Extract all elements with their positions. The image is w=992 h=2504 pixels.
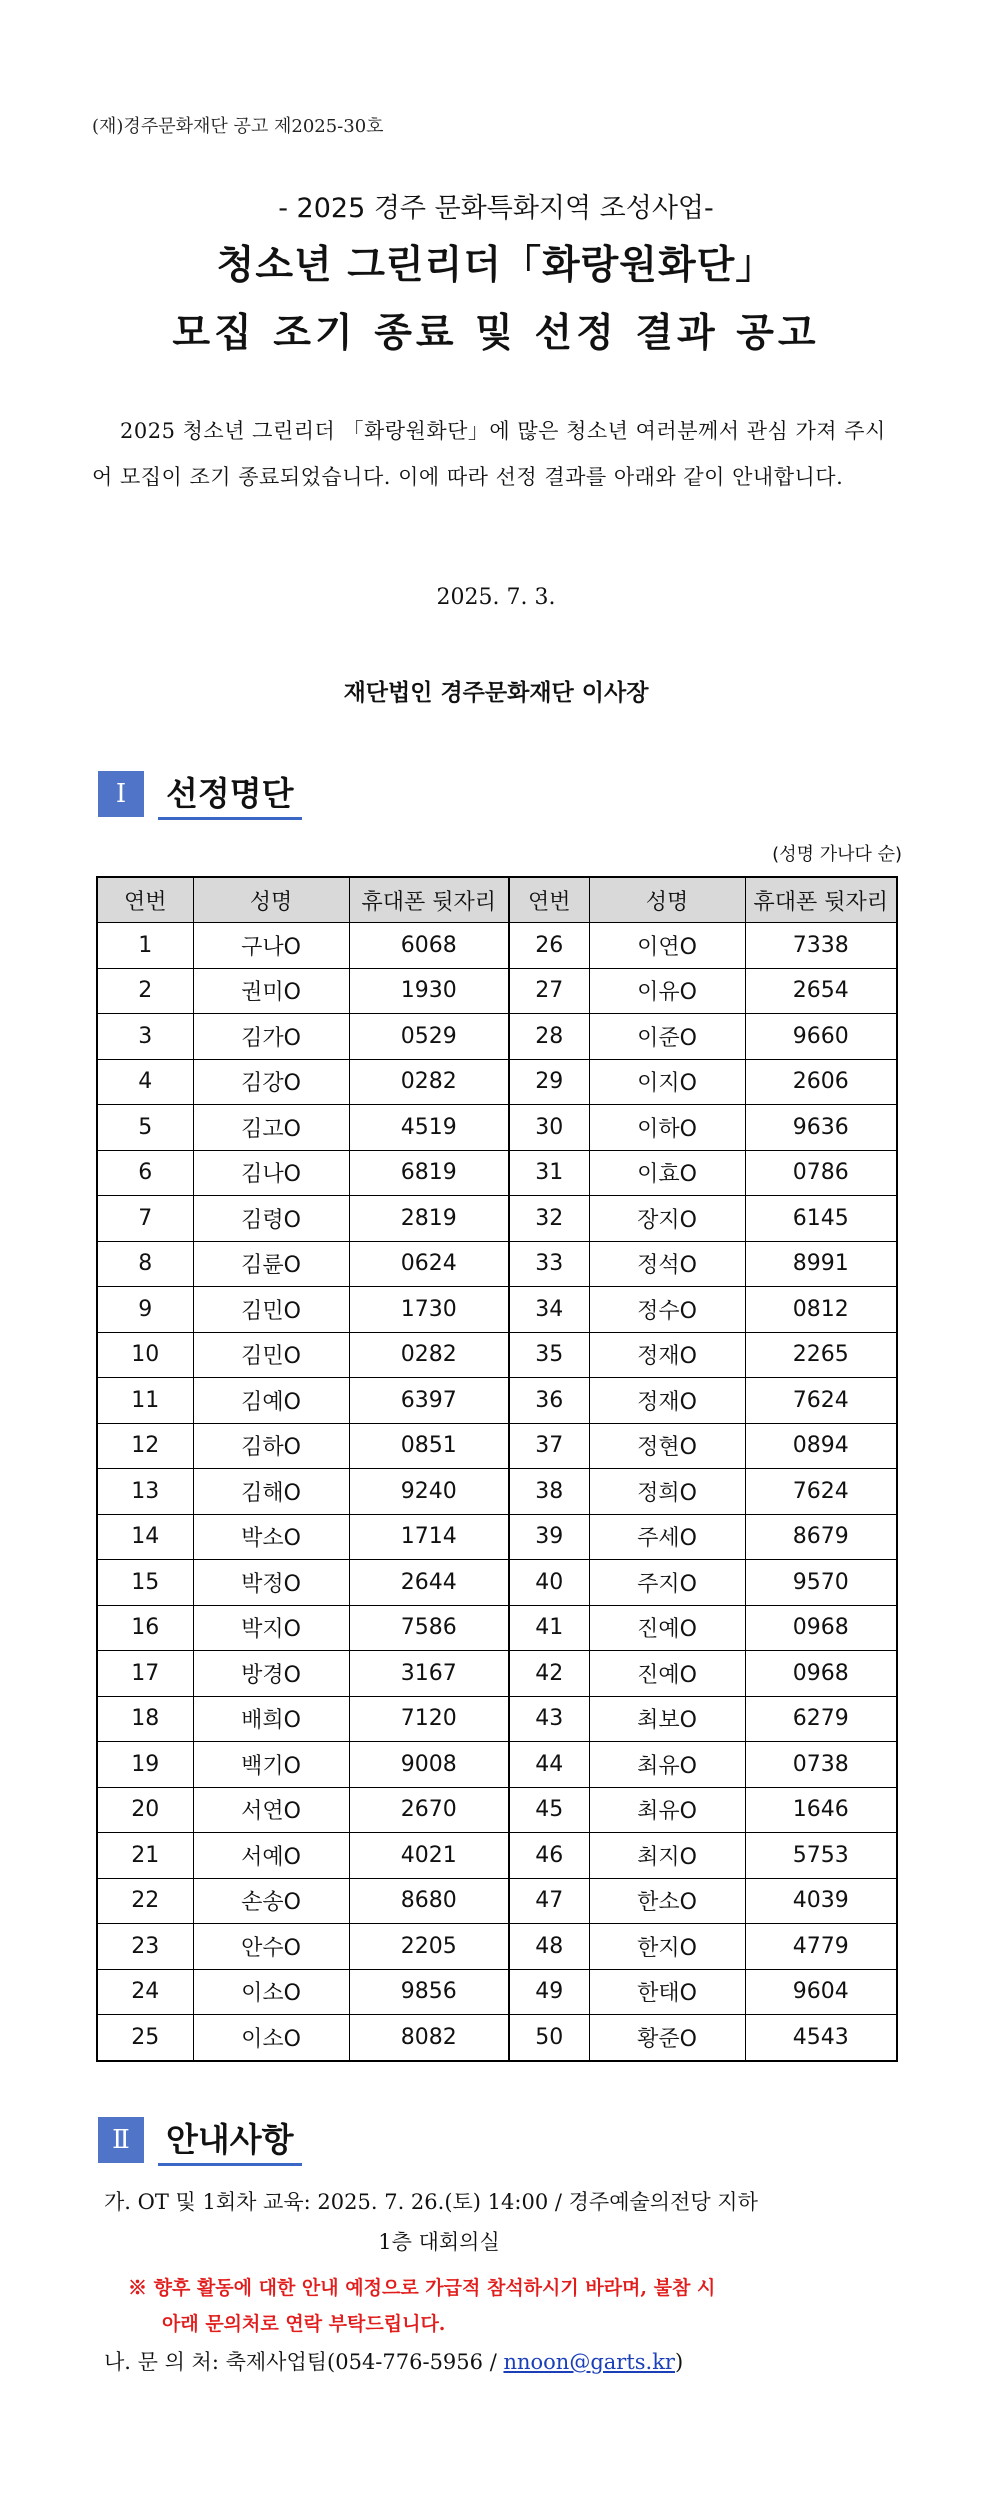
phone-digits-cell: 9636 xyxy=(745,1105,897,1151)
table-row xyxy=(97,1241,897,1287)
phone-digits-cell: 0786 xyxy=(745,1150,897,1196)
phone-digits-cell: 6068 xyxy=(349,923,509,969)
row-number: 28 xyxy=(509,1014,589,1060)
section-1-title: 선정명단 xyxy=(158,768,302,820)
phone-digits-cell: 3167 xyxy=(349,1651,509,1697)
name-cell: 이준O xyxy=(589,1014,745,1060)
phone-digits-cell: 6397 xyxy=(349,1378,509,1424)
name-cell: 정희O xyxy=(589,1469,745,1515)
row-number: 13 xyxy=(97,1469,193,1515)
name-cell: 서예O xyxy=(193,1833,349,1879)
table-row xyxy=(97,1696,897,1742)
name-cell: 진예O xyxy=(589,1605,745,1651)
name-cell: 김하O xyxy=(193,1423,349,1469)
name-cell: 주지O xyxy=(589,1560,745,1606)
name-cell: 김나O xyxy=(193,1150,349,1196)
table-row xyxy=(97,1469,897,1515)
row-number: 25 xyxy=(97,2015,193,2061)
name-cell: 이연O xyxy=(589,923,745,969)
phone-digits-cell: 8991 xyxy=(745,1241,897,1287)
row-number: 16 xyxy=(97,1605,193,1651)
table-row xyxy=(97,1287,897,1333)
name-cell: 이효O xyxy=(589,1150,745,1196)
row-number: 20 xyxy=(97,1787,193,1833)
info-item-b xyxy=(104,2346,683,2376)
phone-digits-cell: 8679 xyxy=(745,1514,897,1560)
row-number: 6 xyxy=(97,1150,193,1196)
name-cell: 배희O xyxy=(193,1696,349,1742)
table-row xyxy=(97,1514,897,1560)
table-row xyxy=(97,1742,897,1788)
name-cell: 손송O xyxy=(193,1878,349,1924)
phone-digits-cell: 0624 xyxy=(349,1241,509,1287)
name-cell: 정재O xyxy=(589,1332,745,1378)
row-number: 15 xyxy=(97,1560,193,1606)
phone-digits-cell: 0968 xyxy=(745,1605,897,1651)
phone-digits-cell: 1730 xyxy=(349,1287,509,1333)
phone-digits-cell: 7624 xyxy=(745,1378,897,1424)
row-number: 11 xyxy=(97,1378,193,1424)
table-row xyxy=(97,1833,897,1879)
table-row xyxy=(97,1605,897,1651)
row-number: 27 xyxy=(509,968,589,1014)
name-cell: 주세O xyxy=(589,1514,745,1560)
section-1-heading xyxy=(98,768,302,820)
row-number: 1 xyxy=(97,923,193,969)
phone-digits-cell: 6819 xyxy=(349,1150,509,1196)
row-number: 19 xyxy=(97,1742,193,1788)
table-row xyxy=(97,1332,897,1378)
row-number: 8 xyxy=(97,1241,193,1287)
name-cell: 진예O xyxy=(589,1651,745,1697)
row-number: 5 xyxy=(97,1105,193,1151)
row-number: 14 xyxy=(97,1514,193,1560)
row-number: 41 xyxy=(509,1605,589,1651)
phone-digits-cell: 4779 xyxy=(745,1924,897,1970)
row-number: 3 xyxy=(97,1014,193,1060)
name-cell: 한태O xyxy=(589,1969,745,2015)
table-row xyxy=(97,1059,897,1105)
row-number: 43 xyxy=(509,1696,589,1742)
row-number: 35 xyxy=(509,1332,589,1378)
row-number: 44 xyxy=(509,1742,589,1788)
row-number: 34 xyxy=(509,1287,589,1333)
contact-prefix: 나. 문 의 처: 축제사업팀(054-776-5956 / xyxy=(104,2350,504,2374)
row-number: 10 xyxy=(97,1332,193,1378)
name-cell: 장지O xyxy=(589,1196,745,1242)
phone-digits-cell: 4519 xyxy=(349,1105,509,1151)
row-number: 7 xyxy=(97,1196,193,1242)
name-cell: 최유O xyxy=(589,1742,745,1788)
row-number: 17 xyxy=(97,1651,193,1697)
row-number: 2 xyxy=(97,968,193,1014)
phone-digits-cell: 1714 xyxy=(349,1514,509,1560)
row-number: 48 xyxy=(509,1924,589,1970)
phone-digits-cell: 8082 xyxy=(349,2015,509,2061)
phone-digits-cell: 4021 xyxy=(349,1833,509,1879)
phone-digits-cell: 0282 xyxy=(349,1332,509,1378)
name-cell: 이유O xyxy=(589,968,745,1014)
row-number: 45 xyxy=(509,1787,589,1833)
row-number: 36 xyxy=(509,1378,589,1424)
name-cell: 김륜O xyxy=(193,1241,349,1287)
phone-digits-cell: 2644 xyxy=(349,1560,509,1606)
table-row xyxy=(97,1924,897,1970)
name-cell: 박소O xyxy=(193,1514,349,1560)
table-row xyxy=(97,1560,897,1606)
name-cell: 최보O xyxy=(589,1696,745,1742)
order-note: (성명 가나다 순) xyxy=(772,844,902,865)
table-row xyxy=(97,1423,897,1469)
row-number: 46 xyxy=(509,1833,589,1879)
warning-note xyxy=(128,2270,908,2342)
intro-paragraph: 2025 청소년 그린리더 「화랑원화단」에 많은 청소년 여러분께서 관심 가져 주시어 모집이 조기 종료되었습니다. 이에 따라 선정 결과를 아래와 같이 안내합니다. xyxy=(92,419,886,489)
table-row xyxy=(97,923,897,969)
phone-digits-cell: 0894 xyxy=(745,1423,897,1469)
phone-digits-cell: 2819 xyxy=(349,1196,509,1242)
name-cell: 김민O xyxy=(193,1332,349,1378)
column-header: 성명 xyxy=(193,877,349,923)
section-2-number: Ⅱ xyxy=(98,2117,144,2163)
info-item-a-line1: 가. OT 및 1회차 교육: 2025. 7. 26.(토) 14:00 / 경주예술의전당 지하 xyxy=(104,2190,758,2214)
column-header: 성명 xyxy=(589,877,745,923)
subtitle: - 2025 경주 문화특화지역 조성사업- xyxy=(278,193,714,224)
table-row xyxy=(97,1787,897,1833)
name-cell: 정재O xyxy=(589,1378,745,1424)
name-cell: 권미O xyxy=(193,968,349,1014)
row-number: 21 xyxy=(97,1833,193,1879)
row-number: 18 xyxy=(97,1696,193,1742)
table-body xyxy=(97,923,897,2061)
title-line-1: 청소년 그린리더「화랑원화단」 xyxy=(216,243,776,288)
phone-digits-cell: 9240 xyxy=(349,1469,509,1515)
name-cell: 최유O xyxy=(589,1787,745,1833)
phone-digits-cell: 2670 xyxy=(349,1787,509,1833)
row-number: 30 xyxy=(509,1105,589,1151)
name-cell: 황준O xyxy=(589,2015,745,2061)
column-header: 휴대폰 뒷자리 xyxy=(745,877,897,923)
name-cell: 김강O xyxy=(193,1059,349,1105)
name-cell: 김해O xyxy=(193,1469,349,1515)
column-header: 연번 xyxy=(509,877,589,923)
name-cell: 이소O xyxy=(193,2015,349,2061)
name-cell: 안수O xyxy=(193,1924,349,1970)
phone-digits-cell: 0812 xyxy=(745,1287,897,1333)
name-cell: 정현O xyxy=(589,1423,745,1469)
row-number: 24 xyxy=(97,1969,193,2015)
name-cell: 백기O xyxy=(193,1742,349,1788)
phone-digits-cell: 0968 xyxy=(745,1651,897,1697)
phone-digits-cell: 2654 xyxy=(745,968,897,1014)
name-cell: 정석O xyxy=(589,1241,745,1287)
row-number: 33 xyxy=(509,1241,589,1287)
row-number: 31 xyxy=(509,1150,589,1196)
table-row xyxy=(97,1651,897,1697)
table-row xyxy=(97,1969,897,2015)
phone-digits-cell: 5753 xyxy=(745,1833,897,1879)
row-number: 37 xyxy=(509,1423,589,1469)
row-number: 39 xyxy=(509,1514,589,1560)
row-number: 40 xyxy=(509,1560,589,1606)
contact-suffix: ) xyxy=(674,2350,684,2374)
contact-email-link[interactable]: nnoon@garts.kr xyxy=(503,2350,675,2374)
table-row xyxy=(97,1878,897,1924)
phone-digits-cell: 9008 xyxy=(349,1742,509,1788)
name-cell: 방경O xyxy=(193,1651,349,1697)
name-cell: 김민O xyxy=(193,1287,349,1333)
phone-digits-cell: 9660 xyxy=(745,1014,897,1060)
warning-line1: ※ 향후 활동에 대한 안내 예정으로 가급적 참석하시기 바라며, 불참 시 xyxy=(128,2277,716,2299)
notice-date: 2025. 7. 3. xyxy=(436,585,556,610)
name-cell: 구나O xyxy=(193,923,349,969)
column-header: 연번 xyxy=(97,877,193,923)
phone-digits-cell: 2606 xyxy=(745,1059,897,1105)
name-cell: 김고O xyxy=(193,1105,349,1151)
notice-number: (재)경주문화재단 공고 제2025-30호 xyxy=(92,116,384,137)
info-item-a-line2: 1층 대회의실 xyxy=(378,2230,500,2254)
name-cell: 한소O xyxy=(589,1878,745,1924)
phone-digits-cell: 7338 xyxy=(745,923,897,969)
row-number: 22 xyxy=(97,1878,193,1924)
name-cell: 정수O xyxy=(589,1287,745,1333)
phone-digits-cell: 1646 xyxy=(745,1787,897,1833)
row-number: 12 xyxy=(97,1423,193,1469)
name-cell: 박지O xyxy=(193,1605,349,1651)
phone-digits-cell: 9604 xyxy=(745,1969,897,2015)
name-cell: 이지O xyxy=(589,1059,745,1105)
row-number: 32 xyxy=(509,1196,589,1242)
table-header-row xyxy=(97,877,897,923)
selection-table xyxy=(96,876,898,2062)
section-1-number: Ⅰ xyxy=(98,771,144,817)
table-row xyxy=(97,1196,897,1242)
phone-digits-cell: 0282 xyxy=(349,1059,509,1105)
title-line-2: 모집 조기 종료 및 선정 결과 공고 xyxy=(172,311,820,356)
phone-digits-cell: 0529 xyxy=(349,1014,509,1060)
section-2-heading xyxy=(98,2114,302,2166)
name-cell: 김령O xyxy=(193,1196,349,1242)
column-header: 휴대폰 뒷자리 xyxy=(349,877,509,923)
name-cell: 박정O xyxy=(193,1560,349,1606)
warning-line2: 아래 문의처로 연락 부탁드립니다. xyxy=(162,2313,446,2335)
name-cell: 서연O xyxy=(193,1787,349,1833)
phone-digits-cell: 9570 xyxy=(745,1560,897,1606)
row-number: 42 xyxy=(509,1651,589,1697)
table-row xyxy=(97,1150,897,1196)
name-cell: 한지O xyxy=(589,1924,745,1970)
table-row xyxy=(97,2015,897,2061)
row-number: 50 xyxy=(509,2015,589,2061)
row-number: 23 xyxy=(97,1924,193,1970)
info-item-a xyxy=(104,2182,904,2262)
table-row xyxy=(97,1105,897,1151)
issuer: 재단법인 경주문화재단 이사장 xyxy=(343,680,649,706)
row-number: 49 xyxy=(509,1969,589,2015)
phone-digits-cell: 8680 xyxy=(349,1878,509,1924)
phone-digits-cell: 7624 xyxy=(745,1469,897,1515)
phone-digits-cell: 2205 xyxy=(349,1924,509,1970)
phone-digits-cell: 2265 xyxy=(745,1332,897,1378)
name-cell: 이소O xyxy=(193,1969,349,2015)
table-row xyxy=(97,1378,897,1424)
row-number: 9 xyxy=(97,1287,193,1333)
row-number: 29 xyxy=(509,1059,589,1105)
section-2-title: 안내사항 xyxy=(158,2114,302,2166)
table-row xyxy=(97,968,897,1014)
phone-digits-cell: 9856 xyxy=(349,1969,509,2015)
name-cell: 김가O xyxy=(193,1014,349,1060)
row-number: 38 xyxy=(509,1469,589,1515)
phone-digits-cell: 6279 xyxy=(745,1696,897,1742)
phone-digits-cell: 7120 xyxy=(349,1696,509,1742)
phone-digits-cell: 0851 xyxy=(349,1423,509,1469)
row-number: 4 xyxy=(97,1059,193,1105)
row-number: 26 xyxy=(509,923,589,969)
table-row xyxy=(97,1014,897,1060)
phone-digits-cell: 6145 xyxy=(745,1196,897,1242)
phone-digits-cell: 4039 xyxy=(745,1878,897,1924)
name-cell: 이하O xyxy=(589,1105,745,1151)
name-cell: 최지O xyxy=(589,1833,745,1879)
row-number: 47 xyxy=(509,1878,589,1924)
phone-digits-cell: 1930 xyxy=(349,968,509,1014)
phone-digits-cell: 4543 xyxy=(745,2015,897,2061)
phone-digits-cell: 0738 xyxy=(745,1742,897,1788)
name-cell: 김예O xyxy=(193,1378,349,1424)
phone-digits-cell: 7586 xyxy=(349,1605,509,1651)
